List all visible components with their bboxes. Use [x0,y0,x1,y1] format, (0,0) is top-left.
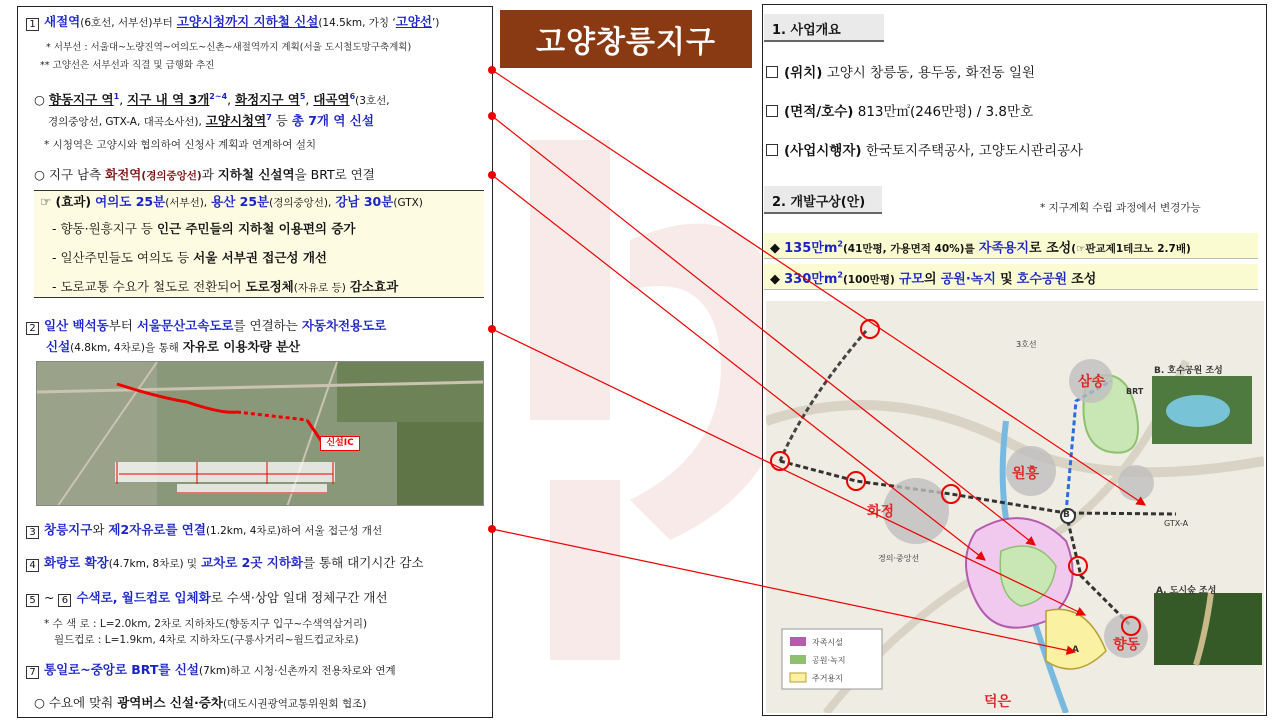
map-mark-b: B [1063,510,1070,520]
area-line: (면적/호수) 813만㎡(246만평) / 3.8만호 [766,100,1033,120]
operator-line: (사업시행자) 한국토지주택공사, 고양도시관리공사 [766,139,1083,159]
new-ic-label: 신설IC [320,436,360,451]
legend-park: 공원·녹지 [812,656,846,665]
item56-heading: 5 ~ 6 수색로, 월드컵로 입체화로 수색·상암 일대 정체구간 개선 [26,590,388,607]
legend-residential: 주거용지 [812,674,843,683]
effect-item: - 향동·원흥지구 등 인근 주민들의 지하철 이용편의 증가 [52,221,356,236]
line3-label: 3호선 [1016,340,1037,349]
gyeongui-label: 경의·중앙선 [878,554,920,563]
map-label-deogeun: 덕은 [984,694,1012,710]
lake-park-label: B. 호수공원 조성 [1154,366,1223,376]
map-label-samsong: 삼송 [1078,374,1106,390]
item-number: 1 [26,18,39,31]
item1-heading: 1 새절역(6호선, 서부선)부터 고양시청까지 지하철 신설(14.5km, 가칭 ‘고양선’) [26,14,439,31]
effect-line: ☞ (효과) 여의도 25분(서부선), 용산 25분(경의중앙선), 강남 30분(GTX) [40,194,423,209]
effect-item: - 일산주민들도 여의도 등 서울 서부권 접근성 개선 [52,250,327,265]
stations-line-2: 경의중앙선, GTX-A, 대곡소사선), 고양시청역$^7$ 등 총 7개 역 신설 [48,113,374,129]
map-label-hyangdong: 향동 [1113,637,1141,653]
map-mark-a: A [1072,645,1079,655]
section2-title: 2. 개발구상(안) [764,186,882,214]
item7-line2: ○ 수요에 맞춰 광역버스 신설·증차(대도시권광역교통위원회 협조) [34,695,367,710]
note: * 서부선 : 서울대~노량진역~여의도~신촌~새절역까지 계획(서울 도시철도망구축계획) [46,42,412,53]
page-title: 고양창릉지구 [500,10,752,68]
legend-self-sufficient: 자족시설 [812,638,843,647]
section2-note: * 지구계획 수립 과정에서 변경가능 [1040,202,1201,214]
section1-title: 1. 사업개요 [764,14,884,42]
item2-heading: 2 일산 백석동부터 서울문산고속도로를 연결하는 자동차전용도로 [26,318,386,335]
map-label-hwajeong: 화정 [867,504,895,520]
city-forest-label: A. 도시숲 조성 [1156,586,1217,596]
stations-line: ○ 향동지구 역$^1$, 지구 내 역 3개$^{2\sim 4}$, 화정지구 역$^5$, 대곡역$^6$(3호선, [34,92,390,108]
location-line: (위치) 고양시 창릉동, 용두동, 화전동 일원 [766,61,1035,81]
note: * 수 색 로 : L=2.0km, 2차로 지하차도(향동지구 입구~수색역삼거리) [44,618,368,630]
map-label-wonheung: 원흥 [1012,466,1040,482]
note: ** 고양선은 서부선과 직결 및 급행화 추진 [40,60,215,71]
highlight-row-2: ◆ 330만$m^2(100$만평) 규모의 공원·녹지 및 호수공원 조성 [764,264,1258,290]
connection-line: ○ 지구 남측 화전역(경의중앙선)과 지하철 신설역을 BRT로 연결 [34,167,375,182]
item2-line2: 신설(4.8km, 4차로)을 통해 자유로 이용차량 분산 [46,339,301,354]
note: * 시청역은 고양시와 협의하여 신청사 계획과 연계하여 설치 [44,139,317,151]
brt-label: BRT [1126,387,1144,396]
effect-item: - 도로교통 수요가 철도로 전환되어 도로정체(자유로 등) 감소효과 [52,279,399,294]
item4-heading: 4 화랑로 확장(4.7km, 8차로) 및 교차로 2곳 지하화를 통해 대기시간 감소 [26,555,424,572]
item3-heading: 3 창릉지구와 제2자유로를 연결(1.2km, 4차로)하여 서울 접근성 개선 [26,522,382,539]
highlight-row-1: ◆ 135만$m^2(41$만평, 가용면적 40%)를 자족용지로 조성(☞판교제1테크노 2.7배) [764,233,1258,259]
gtx-label: GTX-A [1164,519,1189,528]
note: 월드컵로 : L=1.9km, 4차로 지하차도(구룡사거리~월드컵교차로) [54,634,359,646]
item7-heading: 7 통일로~중앙로 BRT를 신설(7km)하고 시청·신촌까지 전용차로와 연계 [26,662,396,679]
